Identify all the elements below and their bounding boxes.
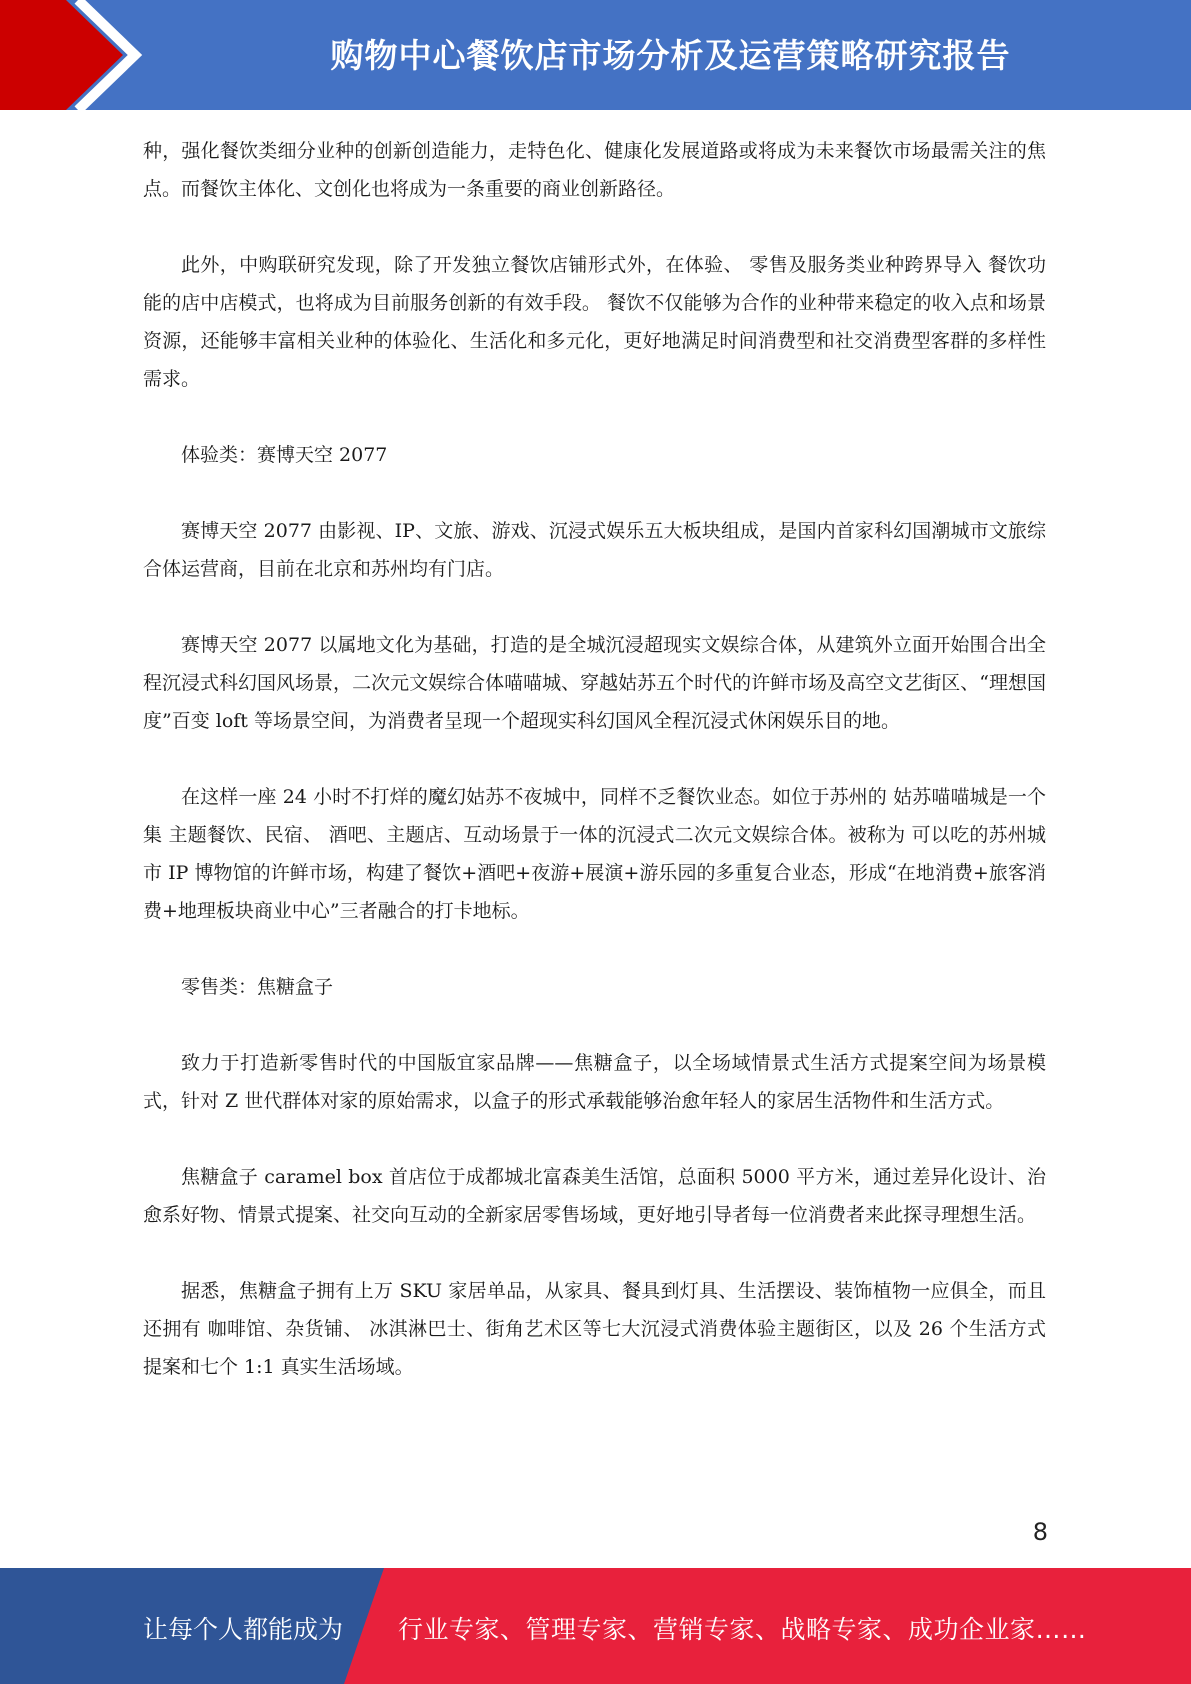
- footer-slogan-right: 行业专家、管理专家、营销专家、战略专家、成功企业家……: [398, 1615, 1087, 1644]
- footer-slogan-left: 让每个人都能成为: [143, 1615, 344, 1644]
- paragraph: 赛博天空 2077 由影视、IP、文旅、游戏、沉浸式娱乐五大板块组成，是国内首家科幻国潮城市文旅综合体运营商，目前在北京和苏州均有门店。: [143, 520, 1046, 580]
- page-footer: [0, 1568, 1191, 1684]
- page-header: [0, 0, 1191, 110]
- paragraph: 赛博天空 2077 以属地文化为基础，打造的是全城沉浸超现实文娱综合体，从建筑外立面开始围合出全程沉浸式科幻国风场景，二次元文娱综合体喵喵城、穿越姑苏五个时代的许鲜市场及高空文艺街区、“理想国度”百变 loft 等场景空间，为消费者呈现一个超现实科幻国风全程沉浸式休闲娱乐目的地。: [143, 634, 1046, 732]
- section-subheading: 体验类：赛博天空 2077: [181, 444, 388, 466]
- paragraph: 焦糖盒子 caramel box 首店位于成都城北富森美生活馆，总面积 5000 平方米，通过差异化设计、治愈系好物、情景式提案、社交向互动的全新家居零售场域，更好地引导者每一位消费者来此探寻理想生活。: [143, 1166, 1046, 1226]
- page-number: 8: [1032, 1518, 1048, 1546]
- paragraph: 据悉，焦糖盒子拥有上万 SKU 家居单品，从家具、餐具到灯具、生活摆设、装饰植物一应俱全，而且还拥有 咖啡馆、杂货铺、 冰淇淋巴士、街角艺术区等七大沉浸式消费体验主题街区，以及 26 个生活方式提案和七个 1:1 真实生活场域。: [143, 1280, 1046, 1378]
- paragraph: 此外，中购联研究发现，除了开发独立餐饮店铺形式外，在体验、 零售及服务类业种跨界导入 餐饮功能的店中店模式，也将成为目前服务创新的有效手段。 餐饮不仅能够为合作的业种带来稳定的收入点和场景资源，还能够丰富相关业种的体验化、生活化和多元化，更好地满足时间消费型和社交消费型客群的多样性需求。: [143, 254, 1046, 390]
- report-title: 购物中心餐饮店市场分析及运营策略研究报告: [330, 36, 1011, 75]
- paragraph: 在这样一座 24 小时不打烊的魔幻姑苏不夜城中，同样不乏餐饮业态。如位于苏州的 姑苏喵喵城是一个集 主题餐饮、民宿、 酒吧、主题店、互动场景于一体的沉浸式二次元文娱综合体。被称为 可以吃的苏州城市 IP 博物馆的许鲜市场，构建了餐饮+酒吧+夜游+展演+游乐园的多重复合业态，形成“在地消费+旅客消费+地理板块商业中心”三者融合的打卡地标。: [143, 786, 1046, 922]
- paragraph: 致力于打造新零售时代的中国版宜家品牌——焦糖盒子，以全场域情景式生活方式提案空间为场景模式，针对 Z 世代群体对家的原始需求，以盒子的形式承载能够治愈年轻人的家居生活物件和生活方式。: [143, 1052, 1046, 1112]
- section-subheading: 零售类：焦糖盒子: [181, 976, 334, 998]
- body-text: [143, 132, 1046, 1424]
- paragraph: 种，强化餐饮类细分业种的创新创造能力，走特色化、健康化发展道路或将成为未来餐饮市场最需关注的焦点。而餐饮主体化、文创化也将成为一条重要的商业创新路径。: [143, 140, 1046, 200]
